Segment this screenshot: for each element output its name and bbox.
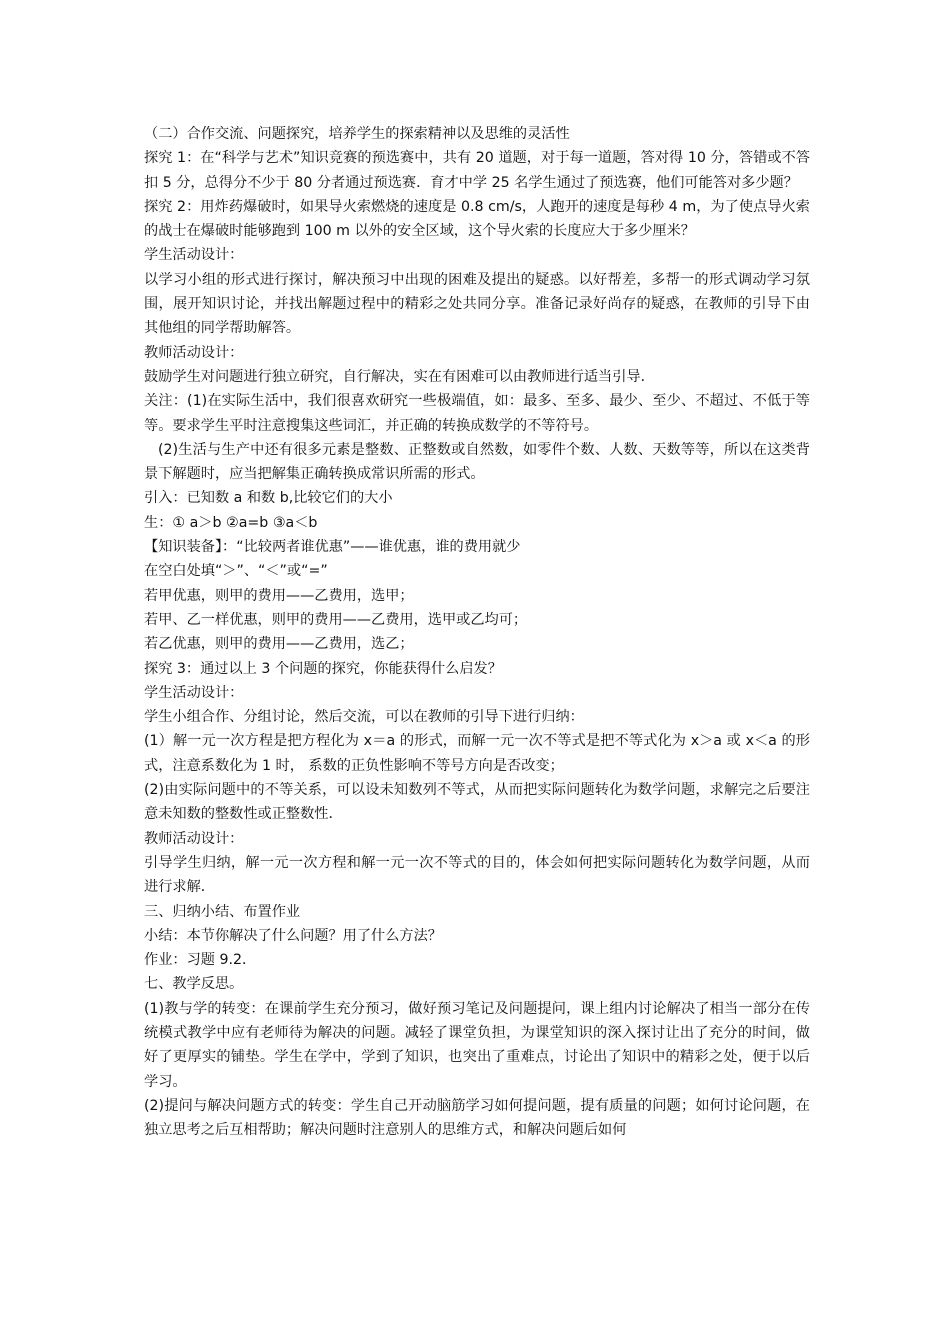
summary-question-line: 小结：本节你解决了什么问题？用了什么方法？ — [144, 927, 442, 944]
fill-blank-instruction: 在空白处填“＞”、“＜”或“=” — [144, 563, 328, 580]
student-activity-paragraph-2: 学生小组合作、分组讨论，然后交流，可以在教师的引导下进行归纳： — [144, 709, 584, 726]
teacher-activity-label: 教师活动设计： — [144, 344, 244, 361]
explore-1-paragraph: 探究 1：在“科学与艺术”知识竞赛的预选赛中，共有 20 道题，对于每一道题，答对得 10 分，答错或不答扣 5 分，总得分不少于 80 分者通过预选赛．育才中学 25 名学生通过了预选赛，他们可能答对多少题？ — [144, 150, 810, 191]
section-heading-cooperation: （二）合作交流、问题探究，培养学生的探索精神以及思维的灵活性 — [144, 126, 570, 142]
homework-line: 作业：习题 9.2． — [144, 952, 257, 969]
explore-3-paragraph: 探究 3：通过以上 3 个问题的探究，你能获得什么启发？ — [144, 660, 502, 677]
student-activity-label-2: 学生活动设计： — [144, 684, 244, 701]
reflection-paragraph-1: (1)教与学的转变：在课前学生充分预习，做好预习笔记及问题提问，课上组内讨论解决了相当一部分在传统模式教学中应有老师待为解决的问题。减轻了课堂负担，为课堂知识的深入探讨让出了充分的时间，做好了更厚实的铺垫。学生在学中，学到了知识，也突出了重难点，讨论出了知识中的精彩之处，便于以后学习。 — [144, 1000, 810, 1090]
introduction-line: 引入：已知数 a 和数 b,比较它们的大小 — [144, 490, 393, 507]
fill-blank-line-2: 若甲、乙一样优惠，则甲的费用——乙费用，选甲或乙均可； — [144, 611, 528, 628]
teacher-activity-paragraph-2: 引导学生归纳，解一元一次方程和解一元一次不等式的目的，体会如何把实际问题转化为数学问题，从而进行求解． — [144, 854, 810, 896]
section-heading-summary: 三、归纳小结、布置作业 — [144, 903, 301, 920]
knowledge-equipment-line: 【知识装备】：“比较两者谁优惠”——谁优惠，谁的费用就少 — [144, 539, 521, 556]
teacher-activity-paragraph: 鼓励学生对问题进行独立研究，自行解决，实在有困难可以由教师进行适当引导． — [144, 368, 655, 385]
fill-blank-line-1: 若甲优惠，则甲的费用——乙费用，选甲； — [144, 587, 414, 604]
document-page — [144, 122, 810, 1142]
section-heading-reflection: 七、教学反思。 — [144, 976, 244, 993]
attention-paragraph-2: (2)生活与生产中还有很多元素是整数、正整数或自然数，如零件个数、人数、天数等等，所以在这类背景下解题时，应当把解集正确转换成常识所需的形式。 — [144, 441, 810, 483]
teacher-activity-label-2: 教师活动设计： — [144, 830, 244, 847]
attention-paragraph-1: 关注：(1)在实际生活中，我们很喜欢研究一些极端值，如：最多、至多、最少、至少、不超过、不低于等等。要求学生平时注意搜集这些词汇，并正确的转换成数学的不等符号。 — [144, 393, 810, 434]
student-activity-label: 学生活动设计： — [144, 247, 244, 264]
student-answer-line: 生：① a＞b ②a=b ③a＜b — [144, 514, 318, 531]
summary-point-1: (1）解一元一次方程是把方程化为 x＝a 的形式，而解一元一次不等式是把不等式化为 x＞a 或 x＜a 的形式，注意系数化为 1 时， 系数的正负性影响不等号方向是否改变； — [144, 733, 810, 774]
explore-2-paragraph: 探究 2：用炸药爆破时，如果导火索燃烧的速度是 0.8 cm/s，人跑开的速度是每秒 4 m，为了使点导火索的战士在爆破时能够跑到 100 m 以外的安全区域，这个导火索的长度应大于多少厘米？ — [144, 198, 810, 240]
student-activity-paragraph: 以学习小组的形式进行探讨，解决预习中出现的困难及提出的疑惑。以好帮差，多帮一的形式调动学习氛围，展开知识讨论，并找出解题过程中的精彩之处共同分享。准备记录好尚存的疑惑，在教师的引导下由其他组的同学帮助解答。 — [144, 271, 810, 337]
reflection-paragraph-2: (2)提问与解决问题方式的转变：学生自己开动脑筋学习如何提问题，提有质量的问题；如何讨论问题，在独立思考之后互相帮助；解决问题时注意别人的思维方式，和解决问题后如何 — [144, 1097, 810, 1139]
fill-blank-line-3: 若乙优惠，则甲的费用——乙费用，选乙； — [144, 636, 414, 653]
summary-point-2: (2)由实际问题中的不等关系，可以设未知数列不等式，从而把实际问题转化为数学问题，求解完之后要注意未知数的整数性或正整数性． — [144, 782, 810, 823]
